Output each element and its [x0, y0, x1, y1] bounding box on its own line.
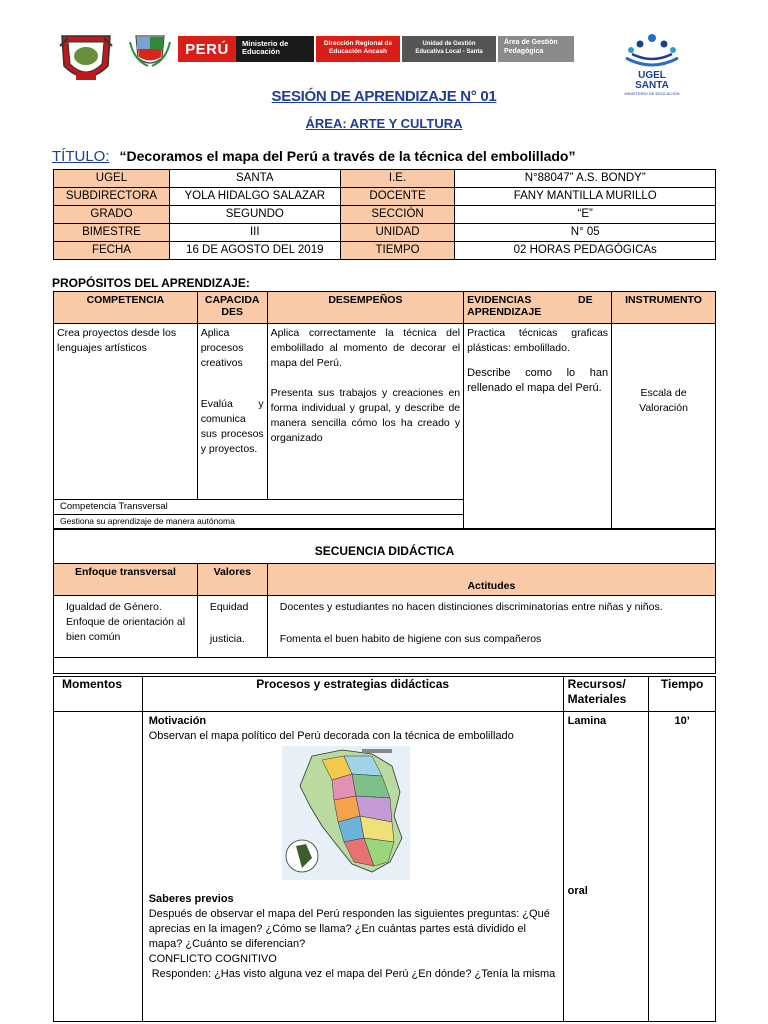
info-label: BIMESTRE — [54, 224, 170, 242]
ministerio-label: Ministerio de Educación — [236, 36, 314, 62]
evidencias-cell — [464, 324, 612, 529]
header-evidencias: EVIDENCIAS DE APRENDIZAJE — [464, 292, 612, 324]
info-label: UGEL — [54, 170, 170, 188]
header-momentos: Momentos — [54, 677, 143, 712]
info-label: DOCENTE — [340, 188, 455, 206]
peru-coat-of-arms-logo — [128, 30, 172, 70]
table-row — [54, 658, 716, 674]
info-label: TIEMPO — [340, 242, 455, 260]
header-recursos: Recursos/ Materiales — [563, 677, 649, 712]
instrumento-cell: Escala de Valoración — [612, 324, 716, 529]
momento-cell — [54, 712, 143, 1022]
recurso-2: oral — [567, 885, 588, 897]
actitud-2: Fomenta el buen habito de higiene con sus compañeros — [279, 633, 542, 645]
info-value: 02 HORAS PEDAGÓGICAs — [455, 242, 716, 260]
capacidades-cell — [197, 324, 267, 500]
actitud-1: Docentes y estudiantes no hacen distinciones discriminatorias entre niñas y niños. — [279, 601, 663, 613]
info-label: GRADO — [54, 206, 170, 224]
area-title: ÁREA: ARTE Y CULTURA — [305, 116, 463, 131]
header-instrumento: INSTRUMENTO — [612, 292, 716, 324]
direccion-label: Dirección Regional de Educación Ancash — [316, 36, 400, 62]
secuencia-title: SECUENCIA DIDÁCTICA — [54, 530, 716, 564]
table-row — [54, 224, 716, 242]
titulo-label: TÍTULO: — [52, 148, 110, 165]
capacidad-1: Aplica procesos creativos — [200, 327, 244, 369]
evidencia-1: Practica técnicas graficas plásticas: embolillado. — [467, 327, 609, 354]
motivacion-text: Observan el mapa político del Perú decorada con la técnica de embolillado — [148, 730, 514, 742]
info-value: SANTA — [169, 170, 340, 188]
table-row — [54, 206, 716, 224]
page-title: SESIÓN DE APRENDIZAJE N° 01 — [271, 88, 497, 105]
recurso-1: Lamina — [567, 715, 607, 727]
valores-cell — [197, 596, 267, 658]
transversal-title: Competencia Transversal — [54, 500, 464, 515]
table-row — [54, 188, 716, 206]
desempeno-1: Aplica correctamente la técnica del embolillado al momento de decorar el mapa del Perú. — [270, 327, 461, 369]
header-actitudes: Actitudes — [267, 564, 715, 596]
conflicto-heading: CONFLICTO COGNITIVO — [148, 953, 277, 965]
saberes-text: Después de observar el mapa del Perú responden las siguientes preguntas: ¿Qué aprecias en la imagen? ¿Cómo se llama? ¿En cuántas partes está dividido el mapa? ¿Cuánto se diferencian? — [148, 908, 550, 950]
table-row — [54, 564, 716, 596]
enfoque-cell — [54, 596, 198, 658]
header-valores: Valores — [197, 564, 267, 596]
header-desempenos: DESEMPEÑOS — [267, 292, 463, 324]
propositos-title: PROPÓSITOS DEL APRENDIZAJE: — [52, 276, 250, 290]
saberes-heading: Saberes previos — [148, 893, 234, 905]
info-label: SECCIÓN — [340, 206, 455, 224]
info-label: FECHA — [54, 242, 170, 260]
header-tiempo: Tiempo — [649, 677, 716, 712]
info-table — [53, 169, 716, 260]
ugel-shield-logo — [58, 32, 114, 90]
enfoque-text: Igualdad de Género. Enfoque de orientación al bien común — [66, 601, 186, 643]
table-row — [54, 530, 716, 564]
ugel-logo-text: UGEL SANTA — [635, 70, 669, 91]
ugel-logo-sub: MINISTERIO DE EDUCACIÓN — [624, 91, 680, 96]
titulo-row — [52, 148, 575, 165]
info-value: SEGUNDO — [169, 206, 340, 224]
peru-label: PERÚ — [178, 36, 236, 62]
titulo-text: “Decoramos el mapa del Perú a través de la técnica del embolillado” — [119, 148, 576, 164]
recursos-cell — [563, 712, 649, 1022]
table-row — [54, 242, 716, 260]
info-label: SUBDIRECTORA — [54, 188, 170, 206]
propositos-table — [53, 291, 716, 529]
ugel-santa-logo — [620, 32, 684, 94]
info-value: III — [169, 224, 340, 242]
table-row — [54, 324, 716, 500]
transversal-text: Gestiona su aprendizaje de manera autónoma — [54, 515, 464, 529]
header-enfoque: Enfoque transversal — [54, 564, 198, 596]
table-row — [54, 292, 716, 324]
competencia-cell: Crea proyectos desde los lenguajes artísticos — [54, 324, 198, 500]
area-gestion-label: Área de Gestión Pedagógica — [498, 36, 574, 62]
info-value: YOLA HIDALGO SALAZAR — [169, 188, 340, 206]
info-label: I.E. — [340, 170, 455, 188]
table-row — [54, 596, 716, 658]
table-row — [54, 677, 716, 712]
info-value: N° 05 — [455, 224, 716, 242]
motivacion-heading: Motivación — [148, 715, 207, 727]
conflicto-text: Responden: ¿Has visto alguna vez el mapa del Perú ¿En dónde? ¿Tenía la misma — [151, 968, 556, 980]
ministry-banner — [178, 36, 574, 62]
capacidad-2: Evalúa y comunica sus procesos y proyectos. — [200, 398, 264, 455]
header-competencia: COMPETENCIA — [54, 292, 198, 324]
desempeno-2: Presenta sus trabajos y creaciones en forma individual y grupal, y describe de manera sencilla cómo los ha creado y organizado — [270, 387, 461, 444]
info-label: UNIDAD — [340, 224, 455, 242]
info-value: “E” — [455, 206, 716, 224]
people-icon — [622, 32, 682, 68]
evidencia-2: Describe como lo han rellenado el mapa del Perú. — [467, 367, 609, 394]
valor-2: justicia. — [209, 633, 245, 645]
spacer-row — [54, 658, 716, 674]
tiempo-cell: 10’ — [649, 712, 716, 1022]
secuencia-table — [53, 529, 716, 674]
valor-1: Equidad — [209, 601, 249, 613]
unidad-label: Unidad de Gestión Educativa Local - Santa — [402, 36, 496, 62]
info-value: 16 DE AGOSTO DEL 2019 — [169, 242, 340, 260]
header-procesos: Procesos y estrategias didácticas — [142, 677, 563, 712]
info-value: FANY MANTILLA MURILLO — [455, 188, 716, 206]
peru-map-image — [282, 746, 410, 880]
actitudes-cell — [267, 596, 715, 658]
info-value: N°88047” A.S. BONDY” — [455, 170, 716, 188]
desempenos-cell — [267, 324, 463, 500]
header-capacidades: CAPACIDA DES — [197, 292, 267, 324]
table-row — [54, 170, 716, 188]
